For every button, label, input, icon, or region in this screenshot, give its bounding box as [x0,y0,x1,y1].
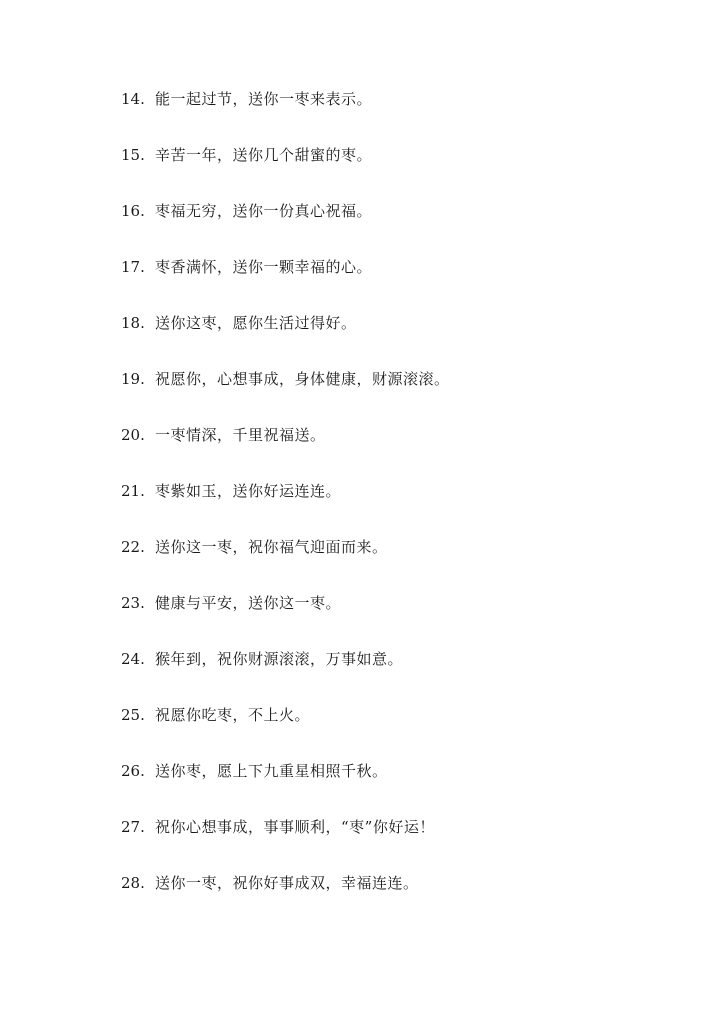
list-item [121,814,450,870]
item-number: 15. [121,146,145,164]
numbered-list [121,86,450,926]
item-text: 送你枣，愿上下九重星相照千秋。 [155,762,388,780]
list-item [121,198,450,254]
item-text: 祝你心想事成，事事顺利，“枣”你好运！ [155,818,435,836]
item-number: 21. [121,482,145,500]
list-item [121,254,450,310]
item-number: 28. [121,874,145,892]
item-text: 祝愿你，心想事成，身体健康，财源滚滚。 [155,370,450,388]
list-item [121,86,450,142]
item-text: 猴年到，祝你财源滚滚，万事如意。 [155,650,404,668]
list-item [121,758,450,814]
list-item [121,310,450,366]
list-item [121,702,450,758]
item-text: 辛苦一年，送你几个甜蜜的枣。 [155,146,373,164]
item-number: 18. [121,314,145,332]
item-text: 健康与平安，送你这一枣。 [155,594,342,612]
item-number: 27. [121,818,145,836]
item-number: 17. [121,258,145,276]
item-text: 枣福无穷，送你一份真心祝福。 [155,202,373,220]
list-item [121,478,450,534]
item-text: 一枣情深，千里祝福送。 [155,426,326,444]
item-text: 送你一枣，祝你好事成双，幸福连连。 [155,874,419,892]
list-item [121,870,450,926]
item-number: 24. [121,650,145,668]
list-item [121,142,450,198]
list-item [121,366,450,422]
item-text: 祝愿你吃枣，不上火。 [155,706,311,724]
item-number: 20. [121,426,145,444]
item-text: 送你这枣，愿你生活过得好。 [155,314,357,332]
item-number: 22. [121,538,145,556]
item-number: 16. [121,202,145,220]
item-text: 送你这一枣，祝你福气迎面而来。 [155,538,388,556]
item-number: 23. [121,594,145,612]
list-item [121,590,450,646]
item-number: 25. [121,706,145,724]
list-item [121,422,450,478]
item-text: 枣紫如玉，送你好运连连。 [155,482,342,500]
list-item [121,646,450,702]
list-item [121,534,450,590]
item-number: 14. [121,90,145,108]
item-number: 19. [121,370,145,388]
item-text: 枣香满怀，送你一颗幸福的心。 [155,258,373,276]
item-text: 能一起过节，送你一枣来表示。 [155,90,373,108]
item-number: 26. [121,762,145,780]
